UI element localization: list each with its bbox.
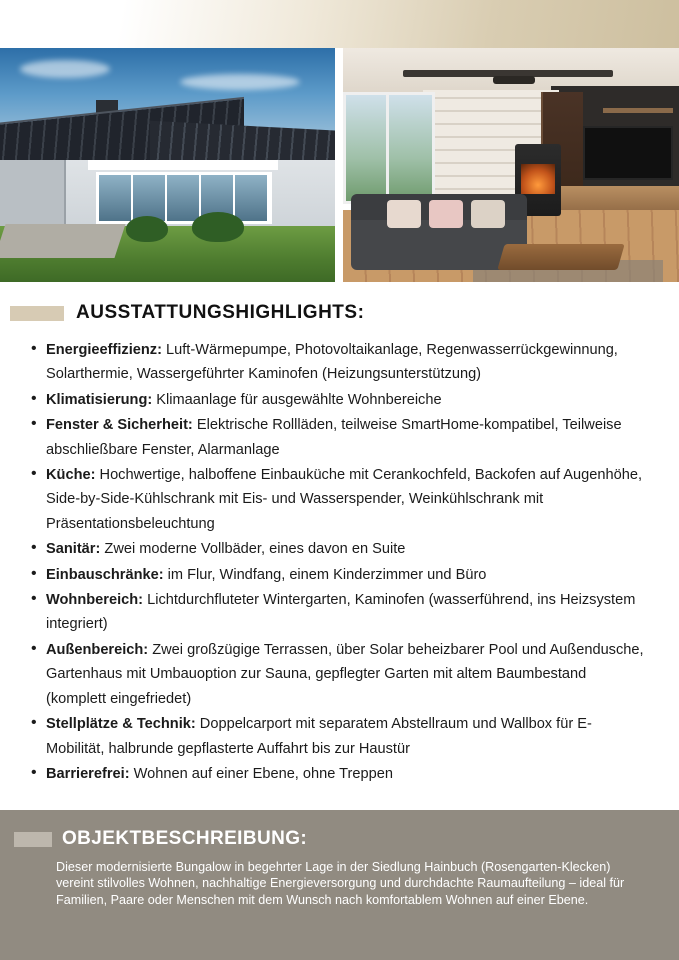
canopy: [88, 160, 278, 170]
highlights-section: [0, 282, 679, 810]
list-item-text: Doppelcarport mit separatem Abstellraum und Wallbox für E-Mobilität, halbrunde gepflasterte Auffahrt bis zur Haustür: [46, 716, 592, 757]
description-body: Dieser modernisierte Bungalow in begehrter Lage in der Siedlung Hainbuch (Rosengarten-Klecken) vereint stilvolles Wohnen, nachhaltige Energieversorgung und durchdachte Raumaufteilung – ideal für Familien, Paare oder Menschen mit dem Wunsch nach komfortablem Wohnen auf einer Ebene.: [56, 860, 625, 907]
bush: [126, 216, 168, 242]
list-item: [46, 588, 645, 637]
list-item-label: Klimatisierung:: [46, 391, 153, 408]
garden-window: [343, 92, 435, 204]
cloud: [180, 74, 300, 90]
window-row: [96, 172, 272, 224]
list-item: [46, 537, 645, 561]
accent-bar: [14, 832, 52, 847]
description-header: [0, 810, 679, 850]
list-item: [46, 338, 645, 387]
patio: [0, 224, 126, 258]
list-item-text: Lichtdurchfluteter Wintergarten, Kaminofen (wasserführend, ins Heizsystem integriert): [46, 592, 636, 633]
cushion: [429, 200, 463, 228]
cushion: [387, 200, 421, 228]
header-gradient-band: [0, 0, 679, 48]
highlights-title: AUSSTATTUNGSHIGHLIGHTS:: [76, 302, 365, 323]
ceiling-lamp: [493, 76, 535, 84]
coffee-table: [497, 244, 624, 270]
list-item-text: Luft-Wärmepumpe, Photovoltaikanlage, Regenwasserrückgewinnung, Solarthermie, Wassergeführter Kaminofen (Heizungsunterstützung): [46, 342, 618, 383]
photo-strip: [0, 48, 679, 282]
cushion: [471, 200, 505, 228]
list-item-text: im Flur, Windfang, einem Kinderzimmer und Büro: [163, 566, 487, 583]
list-item-label: Sanitär:: [46, 541, 101, 558]
list-item-label: Außenbereich:: [46, 641, 149, 658]
list-item: [46, 712, 645, 761]
list-item-label: Wohnbereich:: [46, 592, 144, 609]
list-item-label: Einbauschränke:: [46, 566, 164, 583]
list-item: [46, 388, 645, 412]
list-item: [46, 413, 645, 462]
list-item-text: Wohnen auf einer Ebene, ohne Treppen: [129, 765, 393, 782]
highlights-list: [0, 338, 679, 786]
list-item-label: Stellplätze & Technik:: [46, 716, 196, 733]
list-item-label: Barrierefrei:: [46, 765, 130, 782]
list-item: [46, 762, 645, 786]
description-title: OBJEKTBESCHREIBUNG:: [62, 828, 308, 849]
list-item-label: Fenster & Sicherheit:: [46, 417, 193, 434]
bush: [192, 212, 244, 242]
list-item-text: Hochwertige, halboffene Einbauküche mit Cerankochfeld, Backofen auf Augenhöhe, Side-by-Side-Kühlschrank mit Eis- und Wasserspender, Weinkühlschrank mit Präsentationsbeleuchtung: [46, 467, 643, 532]
exterior-bungalow-solar-photo: [0, 48, 335, 282]
accent-bar: [10, 306, 64, 321]
list-item-label: Küche:: [46, 467, 96, 484]
interior-living-room-photo: [343, 48, 679, 282]
television: [583, 126, 673, 180]
list-item: [46, 563, 645, 587]
cloud: [20, 60, 110, 78]
highlights-header: [0, 296, 679, 330]
fireplace-fire: [521, 164, 555, 194]
list-item: [46, 463, 645, 536]
list-item-text: Zwei großzügige Terrassen, über Solar beheizbarer Pool und Außendusche, Gartenhaus mit Umbauoption zur Sauna, gepflegter Garten mit altem Baumbestand (komplett eingefriedet): [46, 641, 644, 707]
list-item-text: Elektrische Rollläden, teilweise SmartHome-kompatibel, Teilweise abschließbare Fenster, Alarmanlage: [46, 417, 622, 458]
description-section: [0, 810, 679, 960]
list-item-text: Klimaanlage für ausgewählte Wohnbereiche: [152, 391, 442, 408]
list-item: [46, 638, 645, 711]
list-item-label: Energieeffizienz:: [46, 342, 162, 358]
wall-shelf: [603, 108, 673, 113]
list-item-text: Zwei moderne Vollbäder, eines davon en Suite: [100, 541, 406, 558]
